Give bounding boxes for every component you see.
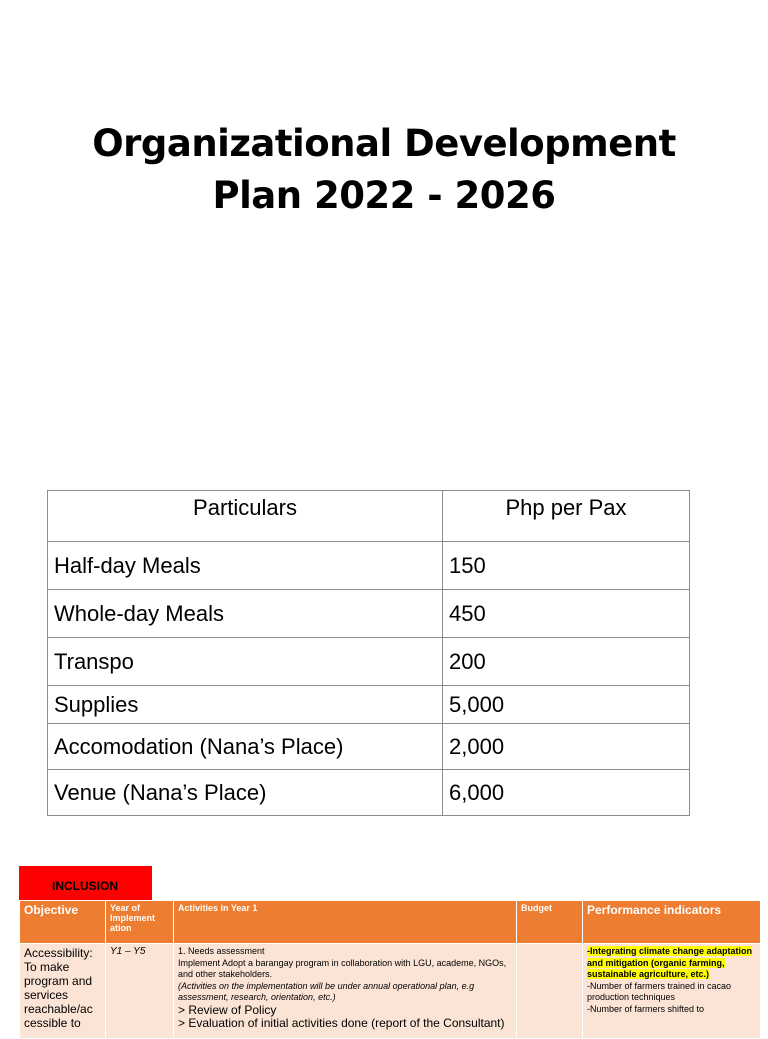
objective-cell: Accessibility: To make program and services reachable/ac cessible to (20, 944, 106, 1039)
table-row (48, 770, 690, 816)
performance-highlight: -Integrating climate change adaptation and mitigation (organic farming, sustainable agriculture, etc.) (587, 946, 753, 979)
table-row (48, 590, 690, 638)
particular-cell: Venue (Nana’s Place) (48, 770, 443, 816)
particular-cell: Transpo (48, 638, 443, 686)
price-cell: 450 (443, 590, 690, 638)
price-cell: 2,000 (443, 724, 690, 770)
activity-line: Implement Adopt a barangay program in collaboration with LGU, academe, NGOs, and other stakeholders. (178, 957, 507, 979)
price-cell: 200 (443, 638, 690, 686)
header-php-per-pax: Php per Pax (443, 491, 690, 542)
table-row (48, 638, 690, 686)
plan-table-header (20, 901, 761, 944)
performance-cell (583, 944, 761, 1039)
header-year: Year of Implement ation (106, 901, 174, 944)
header-activities: Activities in Year 1 (174, 901, 517, 944)
title-line-1: Organizational Development (92, 122, 676, 165)
price-cell: 5,000 (443, 686, 690, 724)
cost-table (47, 490, 690, 816)
performance-line: -Number of farmers trained in cacao production techniques (587, 980, 732, 1002)
activity-line: > Review of Policy (178, 1002, 277, 1017)
particular-cell: Supplies (48, 686, 443, 724)
plan-table (19, 900, 761, 1039)
year-cell: Y1 – Y5 (106, 944, 174, 1039)
activity-line: 1. Needs assessment (178, 946, 265, 956)
particular-cell: Accomodation (Nana’s Place) (48, 724, 443, 770)
header-performance: Performance indicators (583, 901, 761, 944)
activity-note: (Activities on the implementation will be under annual operational plan, e.g assessment, research, orientation, etc.) (178, 980, 475, 1002)
section-label-inclusion: INCLUSION (19, 866, 152, 900)
header-particulars: Particulars (48, 491, 443, 542)
performance-line: -Number of farmers shifted to (587, 1003, 705, 1014)
page-title (0, 118, 768, 222)
price-cell: 150 (443, 542, 690, 590)
table-row (48, 686, 690, 724)
header-budget: Budget (517, 901, 583, 944)
table-row (20, 944, 761, 1039)
particular-cell: Half-day Meals (48, 542, 443, 590)
price-cell: 6,000 (443, 770, 690, 816)
activities-cell (174, 944, 517, 1039)
budget-cell (517, 944, 583, 1039)
table-row (48, 724, 690, 770)
activity-line: > Evaluation of initial activities done (report of the Consultant) (178, 1015, 505, 1030)
particular-cell: Whole-day Meals (48, 590, 443, 638)
header-objective: Objective (20, 901, 106, 944)
cost-table-header (48, 491, 690, 542)
table-row (48, 542, 690, 590)
title-line-2: Plan 2022 - 2026 (212, 174, 556, 217)
